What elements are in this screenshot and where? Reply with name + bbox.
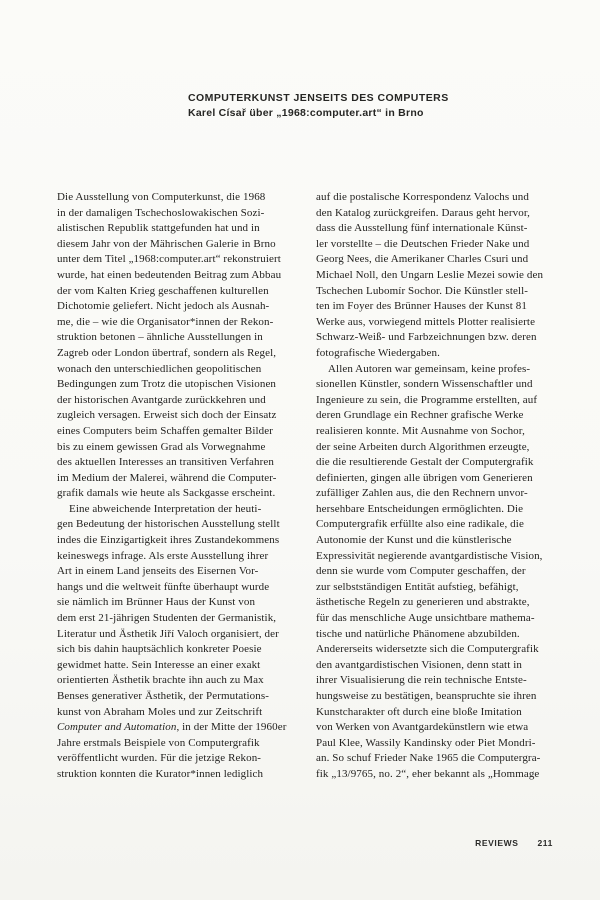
text-line: für das menschliche Auge unsichtbare mathema- [316, 612, 535, 625]
text-line: Paul Klee, Wassily Kandinsky oder Piet Mondri- [316, 736, 536, 749]
text-line: zufälliger Zahlen aus, die den Rechnern unvor- [316, 487, 528, 500]
text-line: sich bis dahin hauptsächlich konkreter Poesie [57, 643, 262, 656]
text-line: zur selbstständigen Entität aufstieg, befähigt, [316, 580, 519, 593]
text-line: tische und natürliche Phänomene abzubilden. [316, 627, 520, 640]
text-line: deren Grundlage ein Rechner grafische Werke [316, 409, 524, 422]
text-line: Zagreb oder London übertraf, sondern als Regel, [57, 346, 277, 359]
text-line: denn sie wurde vom Computer geschaffen, der [316, 565, 526, 578]
text-line: sie nämlich im Brünner Haus der Kunst von [57, 596, 256, 609]
text-line: fotografische Wiedergaben. [316, 346, 440, 359]
text-line: Andererseits widersetzte sich die Computergrafik [316, 643, 539, 656]
footer-page-number: 211 [537, 838, 553, 848]
article-title: COMPUTERKUNST JENSEITS DES COMPUTERS [188, 92, 449, 104]
text-line: eines Computers beim Schaffen gemalter Bilder [57, 424, 273, 437]
text-line: ten im Foyer des Brünner Hauses der Kunst 81 [316, 300, 527, 313]
text-line: Allen Autoren war gemeinsam, keine profes- [328, 362, 531, 375]
text-line: struktion konnten die Kurator*innen lediglich [57, 767, 264, 780]
text-line: Benses generativer Ästhetik, der Permutations- [57, 690, 270, 702]
page-footer [0, 838, 553, 848]
text-line: Eine abweichende Interpretation der heuti- [69, 502, 262, 515]
text-line: Werke aus, vorwiegend mittels Plotter realisierte [316, 315, 536, 328]
text-line: Expressivität negierende avantgardistische Vision, [316, 549, 543, 562]
text-line: definierten, gingen alle übrigen vom Generieren [316, 471, 533, 484]
text-line: Tschechen Lubomír Sochor. Die Künstler stell- [316, 284, 529, 297]
text-line: zugleich versagen. Erweist sich doch der Einsatz [57, 409, 277, 422]
article-subtitle: Karel Císař über „1968:computer.art“ in Brno [188, 107, 424, 119]
text-line: realisieren konnte. Mit Ausnahme von Sochor, [316, 424, 525, 437]
text-line: des aktuellen Interesses an transitiven Verfahren [57, 456, 274, 469]
text-line: veröffentlicht wurden. Für die jetzige Rekon- [57, 752, 262, 765]
text-line: gen Bedeutung der historischen Ausstellung stellt [57, 518, 280, 531]
text-line: fik „13/9765, no. 2“, eher bekannt als „Hommage [316, 767, 540, 780]
text-line: Art in einem Land jenseits des Eisernen Vor- [57, 565, 259, 578]
text-line: Computer and Automation, in der Mitte der 1960er [57, 721, 287, 734]
text-line: kunst von Abraham Moles und zur Zeitschrift [57, 705, 263, 718]
text-line: keineswegs infrage. Als erste Ausstellung ihrer [57, 549, 269, 562]
text-line: im Medium der Malerei, während die Computer- [57, 471, 277, 484]
text-line: wurde, hat einen bedeutenden Beitrag zum Abbau [57, 268, 282, 281]
text-line: Computergrafik erfüllte also eine radikale, die [316, 518, 524, 531]
text-line: Schwarz-Weiß- und Farbzeichnungen bzw. deren [316, 331, 537, 344]
text-line: von Werken von Avantgardekünstlern wie etwa [316, 721, 529, 734]
text-line: orientierten Ästhetik brachte ihn auch zu Max [57, 674, 264, 687]
text-line: den Katalog zurückgreifen. Daraus geht hervor, [316, 206, 530, 219]
text-line: Jahre erstmals Beispiele von Computergrafik [57, 736, 260, 749]
text-line: die die resultierende Gestalt der Computergrafik [316, 456, 534, 469]
text-line: Dichotomie geliefert. Nicht jedoch als Ausnah- [57, 300, 270, 313]
text-line: sionellen Künstler, sondern Wissenschaftler und [316, 378, 533, 391]
text-line: Georg Nees, die Amerikaner Charles Csuri und [316, 253, 529, 266]
text-line: ihrer Visualisierung die rein technische Entste- [316, 674, 527, 687]
text-line: wonach den unterschiedlichen geopolitischen [57, 362, 262, 375]
text-line: hersehbare Entscheidungen ermöglichten. Die [316, 502, 524, 515]
text-line: bis zu einem gewissen Grad als Vorwegnahme [57, 440, 266, 453]
article-heading [188, 91, 449, 121]
text-line: hangs und die weltweit fünfte überhaupt wurde [57, 580, 270, 593]
text-line: Die Ausstellung von Computerkunst, die 1968 [57, 191, 266, 203]
text-line: diesem Jahr von der Mährischen Galerie in Brno [57, 237, 276, 250]
text-line: alistischen Republik stattgefunden hat und in [57, 222, 260, 235]
text-line: Bedingungen zum Trotz die utopischen Visionen [57, 378, 277, 391]
text-line: Kunstcharakter oft durch eine bloße Imitation [316, 705, 522, 718]
footer-section-label: REVIEWS [475, 838, 519, 848]
article-column-left [57, 190, 296, 783]
article-column-right [316, 190, 555, 783]
text-line: Literatur und Ästhetik Jiří Valoch organisiert, der [57, 627, 279, 640]
text-line: me, die – wie die Organisator*innen der Rekon- [57, 315, 274, 328]
text-line: dem erst 21-jährigen Studenten der Germanistik, [57, 612, 277, 625]
text-line: gewidmet hatte. Sein Interesse an einer exakt [57, 658, 261, 671]
text-line: auf die postalische Korrespondenz Valochs und [316, 191, 529, 203]
text-line: ästhetische Regeln zu generieren und abstrakte, [316, 596, 530, 609]
text-line: unter dem Titel „1968:computer.art“ rekonstruiert [57, 253, 281, 266]
text-line: der vom Kalten Krieg geschaffenen kulturellen [57, 284, 269, 297]
italic-journal-title: Computer and Automation [57, 721, 177, 734]
text-line: Autonomie der Kunst und die künstlerische [316, 534, 512, 547]
text-line: indes die Einzigartigkeit ihres Zustandekommens [57, 534, 280, 547]
text-line: der historischen Avantgarde zurückkehren und [57, 393, 266, 406]
text-line: den avantgardistischen Visionen, denn statt in [316, 658, 522, 671]
text-line: dass die Ausstellung fünf internationale Künst- [316, 222, 528, 235]
text-line: in der damaligen Tschechoslowakischen Sozi- [57, 206, 265, 219]
text-line: Michael Noll, den Ungarn Leslie Mezei sowie den [316, 268, 544, 281]
text-line: Ingenieure zu sein, die Programme erstellten, auf [316, 393, 538, 406]
text-line: an. So schuf Frieder Nake 1965 die Computergra- [316, 752, 541, 765]
text-line: grafik damals wie heute als Sackgasse erscheint. [57, 487, 276, 500]
text-line: hungsweise zu bestätigen, beanspruchte sie ihren [316, 690, 537, 702]
text-line: der seine Arbeiten durch Algorithmen erzeugte, [316, 440, 530, 453]
text-line: struktion betonen – ähnliche Ausstellungen in [57, 331, 263, 344]
text-line: ler vorstellte – die Deutschen Frieder Nake und [316, 237, 530, 250]
article-body [57, 190, 555, 783]
